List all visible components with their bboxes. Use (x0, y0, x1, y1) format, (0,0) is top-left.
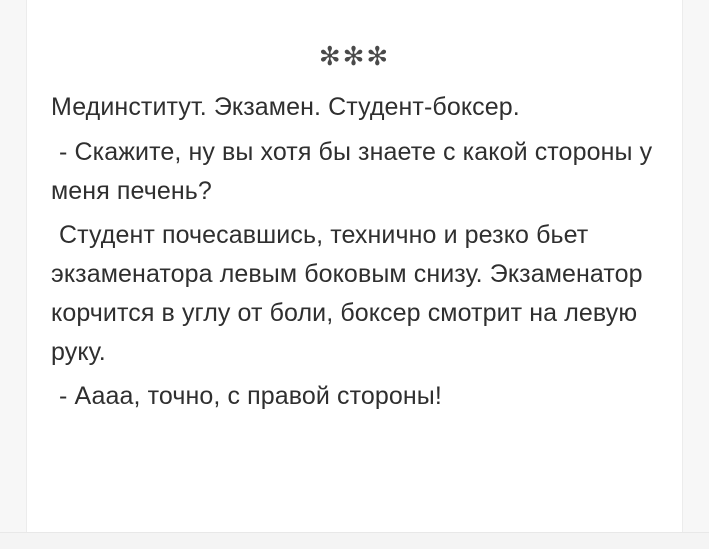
joke-paragraph-2: - Скажите, ну вы хотя бы знаете с какой стороны у меня печень? (51, 137, 653, 205)
separator-asterisks: ✻✻✻ (318, 42, 391, 72)
joke-text (51, 88, 658, 416)
joke-paragraph-4: - Аааа, точно, с правой стороны! (59, 382, 442, 411)
joke-paragraph-3: Студент почесавшись, технично и резко бьет экзаменатора левым боковым снизу. Экзаменатор корчится в углу от боли, боксер смотрит на левую руку. (51, 221, 643, 366)
bottom-bar (0, 532, 709, 549)
joke-paragraph-1: Мединститут. Экзамен. Студент-боксер. (51, 93, 520, 121)
right-edge-line (682, 0, 683, 549)
left-gutter (0, 0, 26, 549)
right-gutter (683, 0, 709, 549)
card-content (27, 0, 682, 533)
